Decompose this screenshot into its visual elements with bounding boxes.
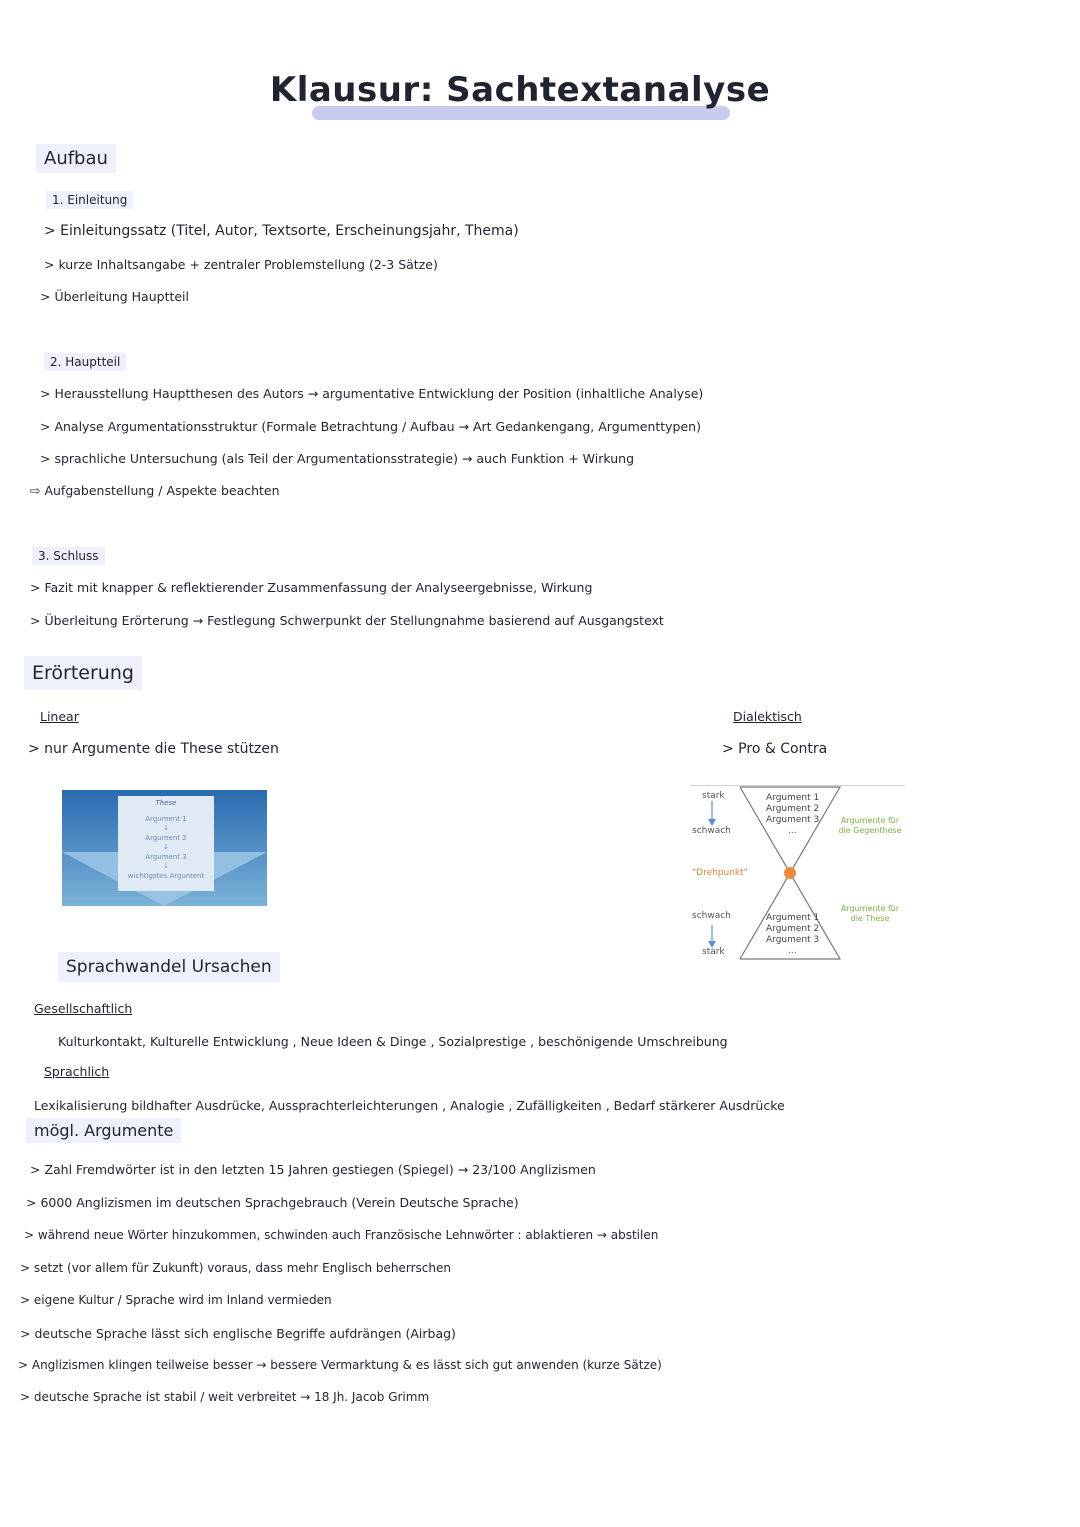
top-arg-1: Argument 1 xyxy=(766,793,820,803)
page-title: Klausur: Sachtextanalyse xyxy=(269,70,771,110)
argument-line-4: > setzt (vor allem für Zukunft) voraus, dass mehr Englisch beherrschen xyxy=(20,1261,451,1275)
sprachlich-label: Sprachlich xyxy=(44,1064,110,1079)
top-arg-2: Argument 2 xyxy=(766,804,820,814)
hauptteil-line-2: > Analyse Argumentationsstruktur (Formale Betrachtung / Aufbau → Art Gedankengang, Argumenttypen) xyxy=(40,419,701,434)
linear-arrow-1: ↓ xyxy=(163,824,169,832)
bottom-args xyxy=(766,913,819,957)
eroerterung-heading: Erörterung xyxy=(24,656,142,690)
dialektisch-line: > Pro & Contra xyxy=(722,741,828,757)
argument-line-1: > Zahl Fremdwörter ist in den letzten 15 Jahren gestiegen (Spiegel) → 23/100 Anglizismen xyxy=(30,1162,596,1177)
pivot-label: "Drehpunkt" xyxy=(692,868,748,878)
einleitung-line-2: > kurze Inhaltsangabe + zentraler Problemstellung (2-3 Sätze) xyxy=(44,257,438,272)
linear-arg-4: wichtigstes Argument xyxy=(127,871,205,880)
hauptteil-heading: 2. Hauptteil xyxy=(44,353,126,371)
linear-arg-1: Argument 1 xyxy=(145,814,187,823)
hauptteil-line-1: > Herausstellung Hauptthesen des Autors → argumentative Entwicklung der Position (inhaltliche Analyse) xyxy=(40,386,704,401)
einleitung-line-3: > Überleitung Hauptteil xyxy=(40,289,190,304)
argument-line-6: > deutsche Sprache lässt sich englische Begriffe aufdrängen (Airbag) xyxy=(20,1326,456,1341)
einleitung-line-1: > Einleitungssatz (Titel, Autor, Textsorte, Erscheinungsjahr, Thema) xyxy=(44,223,519,239)
einleitung-heading: 1. Einleitung xyxy=(46,191,133,209)
schluss-line-2: > Überleitung Erörterung → Festlegung Schwerpunkt der Stellungnahme basierend auf Ausgangstext xyxy=(30,613,664,628)
gesellschaftlich-line: Kulturkontakt, Kulturelle Entwicklung , Neue Ideen & Dinge , Sozialprestige , beschönigende Umschreibung xyxy=(58,1034,728,1049)
argument-line-7: > Anglizismen klingen teilweise besser → bessere Vermarktung & es lässt sich gut anwenden (kurze Sätze) xyxy=(18,1358,662,1372)
bottom-arg-more: ... xyxy=(788,946,797,956)
top-weak-label: schwach xyxy=(692,826,731,836)
bottom-arg-1: Argument 1 xyxy=(766,913,820,923)
linear-arg-3: Argument 3 xyxy=(145,852,187,861)
argument-line-3: > während neue Wörter hinzukommen, schwinden auch Französische Lehnwörter : ablaktieren → abstilen xyxy=(24,1228,659,1242)
argument-line-8: > deutsche Sprache ist stabil / weit verbreitet → 18 Jh. Jacob Grimm xyxy=(20,1390,430,1404)
these-label: Argumente für die These xyxy=(840,904,900,923)
linear-inner-box xyxy=(118,796,214,891)
bottom-arg-3: Argument 3 xyxy=(766,935,820,945)
bottom-arg-2: Argument 2 xyxy=(766,924,820,934)
aufbau-heading: Aufbau xyxy=(36,144,116,173)
argument-line-5: > eigene Kultur / Sprache wird im Inland vermieden xyxy=(20,1293,332,1307)
linear-arrow-2: ↓ xyxy=(163,843,169,851)
gesellschaftlich-label: Gesellschaftlich xyxy=(34,1001,133,1016)
top-strong-label: stark xyxy=(702,791,725,801)
sprachwandel-heading: Sprachwandel Ursachen xyxy=(58,952,280,982)
linear-arrow-3: ↓ xyxy=(163,862,169,870)
linear-arg-2: Argument 2 xyxy=(145,833,187,842)
hauptteil-line-4: ⇨ Aufgabenstellung / Aspekte beachten xyxy=(30,483,280,498)
schluss-line-1: > Fazit mit knapper & reflektierender Zusammenfassung der Analyseergebnisse, Wirkung xyxy=(30,580,593,595)
gegenthese-label: Argumente für die Gegenthese xyxy=(838,816,902,835)
linear-diagram xyxy=(62,790,267,906)
linear-label: Linear xyxy=(40,709,79,724)
dialektisch-label: Dialektisch xyxy=(733,709,802,724)
sprachlich-line: Lexikalisierung bildhafter Ausdrücke, Aussprachterleichterungen , Analogie , Zufälligkeiten , Bedarf stärkerer Ausdrücke xyxy=(34,1098,785,1113)
argument-line-2: > 6000 Anglizismen im deutschen Sprachgebrauch (Verein Deutsche Sprache) xyxy=(26,1195,519,1210)
bottom-strong-label: stark xyxy=(702,947,725,957)
schluss-heading: 3. Schluss xyxy=(32,547,105,565)
dialektisch-diagram xyxy=(690,785,905,960)
argumente-heading: mögl. Argumente xyxy=(26,1118,181,1143)
linear-line: > nur Argumente die These stützen xyxy=(28,741,279,757)
hauptteil-line-3: > sprachliche Untersuchung (als Teil der Argumentationsstrategie) → auch Funktion + Wirkung xyxy=(40,451,635,466)
linear-these: These xyxy=(155,799,177,807)
bottom-weak-label: schwach xyxy=(692,911,731,921)
top-args xyxy=(766,793,819,837)
top-arg-more: ... xyxy=(788,826,797,836)
top-arg-3: Argument 3 xyxy=(766,815,820,825)
